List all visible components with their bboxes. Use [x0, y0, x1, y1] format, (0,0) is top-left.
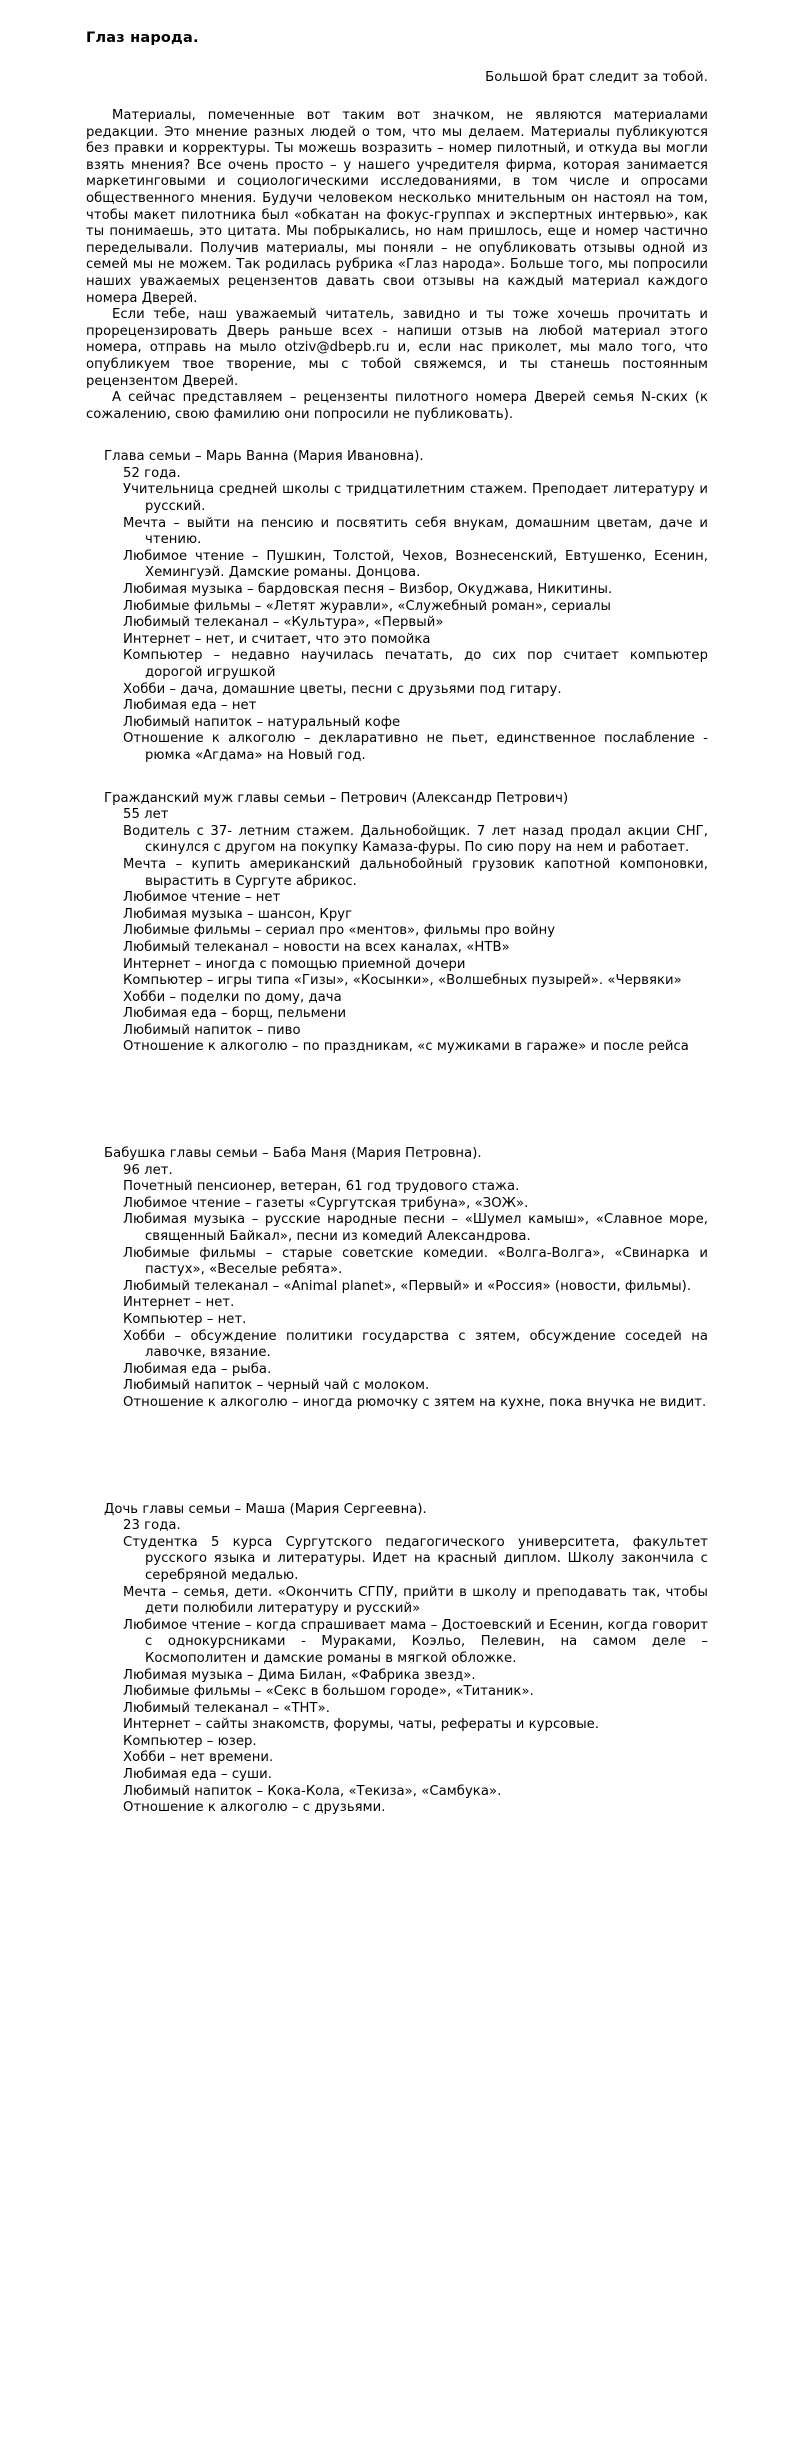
fact-item: Любимый напиток – пиво [123, 1022, 301, 1038]
fact-item: Компьютер – игры типа «Гизы», «Косынки», «Волшебных пузырей». «Червяки» [123, 973, 682, 989]
fact-item: Почетный пенсионер, ветеран, 61 год трудового стажа. [123, 1179, 520, 1195]
fact-item: Любимый телеканал – «Культура», «Первый» [123, 615, 444, 631]
fact-item: Любимые фильмы – старые советские комедии. «Волга-Волга», «Свинарка и пастух», «Веселые ребята». [123, 1245, 708, 1278]
fact-item: 52 года. [123, 465, 181, 481]
fact-item: Любимый телеканал – «Animal planet», «Первый» и «Россия» (новости, фильмы). [123, 1278, 692, 1294]
fact-item: Интернет – нет. [123, 1295, 235, 1311]
fact-item: Мечта – купить американский дальнобойный грузовик капотной компоновки, вырастить в Сургуте абрикос. [123, 856, 708, 889]
fact-item: Любимая еда – нет [123, 698, 257, 714]
fact-item: Любимая еда – борщ, пельмени [123, 1006, 347, 1022]
fact-item: Любимый телеканал – «ТНТ». [123, 1700, 330, 1716]
family-member-facts [86, 807, 708, 1056]
fact-item: Любимое чтение – когда спрашивает мама – Достоевский и Есенин, когда говорит с однокурсниками - Мураками, Коэльо, Пелевин, на самом деле – Космополитен и дамские романы в мягкой обложке. [123, 1617, 708, 1666]
fact-item: Любимое чтение – Пушкин, Толстой, Чехов, Вознесенский, Евтушенко, Есенин, Хемингуэй. Дамские романы. Донцова. [123, 548, 708, 581]
family-member-block [86, 449, 708, 764]
fact-item: Интернет – иногда с помощью приемной дочери [123, 956, 466, 972]
family-member-facts [86, 1163, 708, 1412]
fact-item: Отношение к алкоголю – с друзьями. [123, 1800, 386, 1816]
fact-item: Любимая еда – суши. [123, 1767, 273, 1783]
family-member-title: Глава семьи – Марь Ванна (Мария Ивановна). [104, 449, 424, 465]
intro-paragraph: А сейчас представляем – рецензенты пилотного номера Дверей семья N-ских (к сожалению, свою фамилию они попросили не публиковать). [86, 390, 708, 422]
fact-item: 96 лет. [123, 1162, 173, 1178]
fact-item: Любимые фильмы – сериал про «ментов», фильмы про войну [123, 923, 556, 939]
section-spacer [86, 1412, 708, 1476]
fact-item: Отношение к алкоголю – по праздникам, «с мужиками в гараже» и после рейса [123, 1039, 689, 1055]
intro-section [86, 108, 708, 423]
fact-item: Хобби – обсуждение политики государства с зятем, обсуждение соседей на лавочке, вязание. [123, 1328, 708, 1361]
fact-item: Любимая музыка – русские народные песни – «Шумел камыш», «Славное море, священный Байкал», песни из комедий Александрова. [123, 1212, 708, 1245]
fact-item: Мечта – выйти на пенсию и посвятить себя внукам, домашним цветам, даче и чтению. [123, 515, 708, 548]
fact-item: Хобби – поделки по дому, дача [123, 989, 342, 1005]
fact-item: Компьютер – недавно научилась печатать, до сих пор считает компьютер дорогой игрушкой [123, 648, 708, 680]
document-body [86, 0, 708, 1817]
fact-item: Любимый телеканал – новости на всех каналах, «НТВ» [123, 939, 510, 955]
fact-item: Учительница средней школы с тридцатилетним стажем. Преподает литературу и русский. [123, 482, 708, 515]
fact-item: Любимый напиток – черный чай с молоком. [123, 1378, 430, 1394]
fact-item: Любимые фильмы – «Летят журавли», «Служебный роман», сериалы [123, 598, 611, 614]
page-title: Глаз народа. [86, 30, 199, 46]
fact-item: Любимая музыка – бардовская песня – Визбор, Окуджава, Никитины. [123, 582, 613, 598]
fact-item: Мечта – семья, дети. «Окончить СГПУ, прийти в школу и преподавать так, чтобы дети полюбили литературу и русский» [123, 1584, 708, 1617]
fact-item: Хобби – дача, домашние цветы, песни с друзьями под гитару. [123, 681, 562, 697]
section-spacer [86, 1056, 708, 1120]
intro-paragraph: Если тебе, наш уважаемый читатель, завидно и ты тоже хочешь прочитать и прорецензировать Дверь раньше всех - напиши отзыв на любой материал этого номера, отправь на мыло otziv@dbepb.ru и, если нас приколет, мы мало того, что опубликуем твое творение, мы с тобой свяжемся, и ты станешь постоянным рецензентом Дверей. [86, 307, 708, 389]
epigraph: Большой брат следит за тобой. [485, 70, 708, 85]
fact-item: Отношение к алкоголю – декларативно не пьет, единственное послабление - рюмка «Агдама» на Новый год. [123, 731, 708, 763]
fact-item: 23 года. [123, 1518, 181, 1534]
fact-item: Любимая еда – рыба. [123, 1361, 272, 1377]
family-member-title: Дочь главы семьи – Маша (Мария Сергеевна). [104, 1501, 427, 1517]
fact-item: Любимый напиток – Кока-Кола, «Текиза», «Самбука». [123, 1783, 502, 1799]
fact-item: Любимые фильмы – «Секс в большом городе», «Титаник». [123, 1684, 534, 1700]
family-member-facts [86, 466, 708, 765]
fact-item: Отношение к алкоголю – иногда рюмочку с зятем на кухне, пока внучка не видит. [123, 1394, 707, 1410]
fact-item: Любимая музыка – шансон, Круг [123, 906, 353, 922]
fact-item: Водитель с 37- летним стажем. Дальнобойщик. 7 лет назад продал акции СНГ, скинулся с другом на покупку Камаза-фуры. По сию пору на нем и работает. [123, 823, 708, 856]
family-member-block [86, 1146, 708, 1412]
fact-item: Интернет – сайты знакомств, форумы, чаты, рефераты и курсовые. [123, 1717, 600, 1733]
family-member-title: Гражданский муж главы семьи – Петрович (Александр Петрович) [104, 790, 569, 806]
fact-item: Компьютер – юзер. [123, 1733, 257, 1749]
fact-item: Любимая музыка – Дима Билан, «Фабрика звезд». [123, 1667, 476, 1683]
fact-item: Любимый напиток – натуральный кофе [123, 714, 401, 730]
fact-item: Студентка 5 курса Сургутского педагогического университета, факультет русского языка и литературы. Идет на красный диплом. Школу закончила с серебряной медалью. [123, 1534, 708, 1583]
family-member-facts [86, 1518, 708, 1817]
family-member-title: Бабушка главы семьи – Баба Маня (Мария Петровна). [104, 1146, 482, 1162]
fact-item: Любимое чтение – нет [123, 890, 281, 906]
fact-item: Хобби – нет времени. [123, 1750, 274, 1766]
family-member-block [86, 1502, 708, 1817]
intro-paragraph: Материалы, помеченные вот таким вот значком, не являются материалами редакции. Это мнение разных людей о том, что мы делаем. Материалы публикуются без правки и корректуры. Ты можешь возразить – номер пилотный, и откуда вы могли взять мнения? Все очень просто – у нашего учредителя фирма, которая занимается маркетинговыми и социологическими исследованиями, в том числе и опросами общественного мнения. Будучи человеком несколько мнительным он настоял на том, чтобы макет пилотника был «обкатан на фокус-группах и экспертных интервью», как ты понимаешь, это цитата. Мы побрыкались, но нам пришлось, еще и номер частично переделывали. Получив материалы, мы поняли – не опубликовать отзывы одной из семей мы не можем. Так родилась рубрика «Глаз народа». Больше того, мы попросили наших уважаемых рецензентов давать свои отзывы на каждый материал каждого номера Дверей. [86, 108, 708, 306]
fact-item: 55 лет [123, 807, 169, 823]
fact-item: Интернет – нет, и считает, что это помойка [123, 631, 431, 647]
family-member-block [86, 791, 708, 1057]
fact-item: Любимое чтение – газеты «Сургутская трибуна», «ЗОЖ». [123, 1195, 529, 1211]
fact-item: Компьютер – нет. [123, 1312, 247, 1327]
